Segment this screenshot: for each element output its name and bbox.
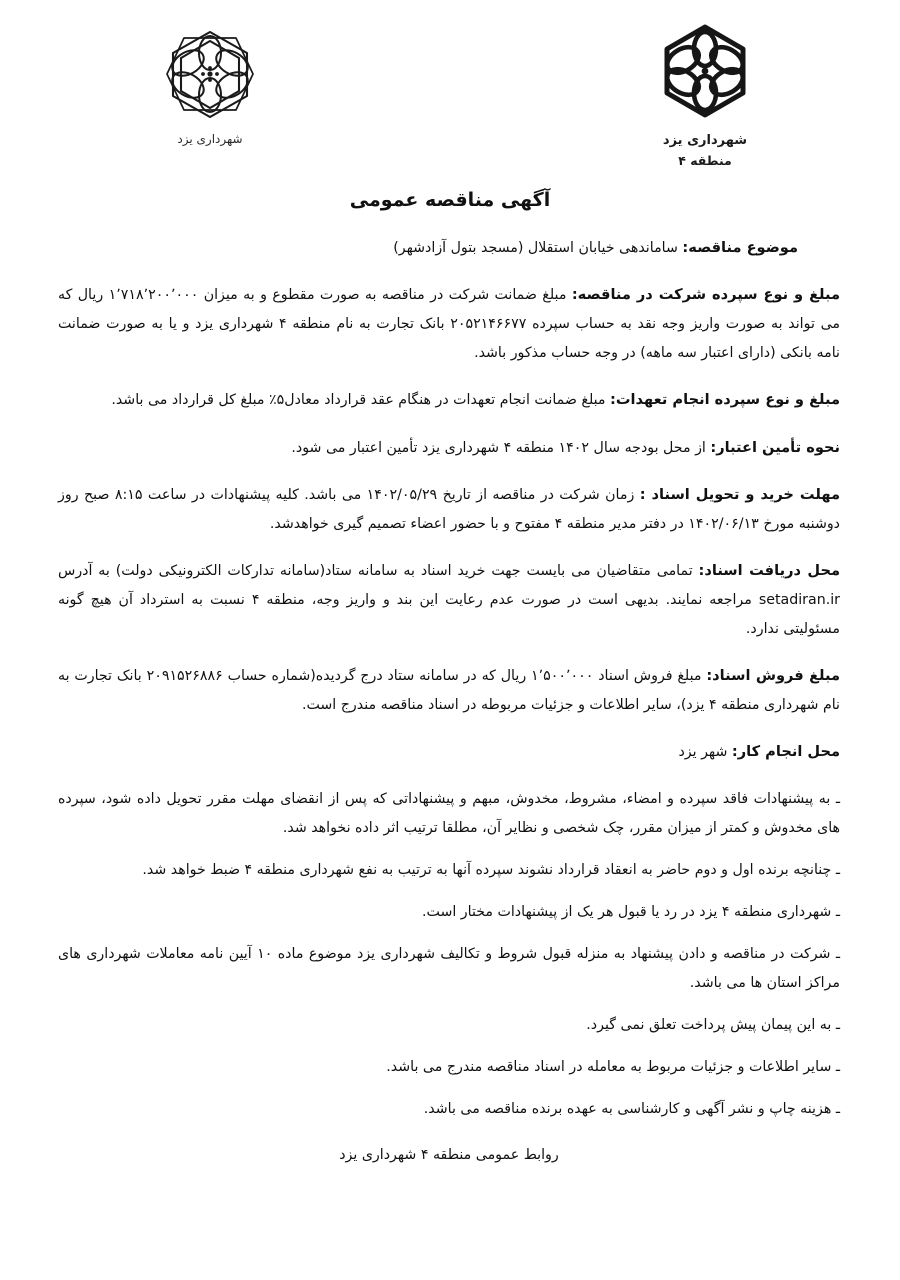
yazd-municipality-logo-right [615,18,795,168]
condition-item: ـ به این پیمان پیش پرداخت تعلق نمی گیرد. [586,1017,840,1034]
page-title: آگهی مناقصه عمومی [349,189,551,211]
section-documents-place [58,556,840,644]
condition-item: ـ به پیشنهادات فاقد سپرده و امضاء، مشروط، مخدوش، مبهم و پیشنهاداتی که پس از انقضای مهلت مقرر تحویل داده شود، سپرده های مخدوش و کمتر از میزان مقرر، چک شخصی و نظایر آن، مطلقا ترتیب اثر داده نخواهد شد. [58,790,840,836]
section-documents-place-label: محل دریافت اسناد: [698,561,840,579]
section-funding-label: نحوه تأمین اعتبار: [710,438,840,456]
section-documents-price [58,661,840,720]
condition-item: ـ چنانچه برنده اول و دوم حاضر به انعقاد قرارداد نشوند سپرده آنها به ترتیب به نفع شهرداری منطقه ۴ ضبط خواهد شد. [142,861,840,878]
section-subject-label: موضوع مناقصه: [682,239,798,256]
yazd-municipality-district4-rosette-icon [649,18,761,130]
section-bid-bond-label: مبلغ و نوع سپرده شرکت در مناقصه: [571,286,841,304]
section-work-location [58,737,840,767]
section-subject [58,233,840,263]
section-deadline-label: مهلت خرید و تحویل اسناد : [639,485,841,503]
condition-item: ـ شرکت در مناقصه و دادن پیشنهاد به منزله قبول شروط و تکالیف شهرداری یزد موضوع ماده ۱۰ آیین نامه معاملات شهرداری های مراکز استان ها می باشد. [58,945,840,992]
section-bid-bond-text: مبلغ ضمانت شرکت در مناقصه به صورت مقطوع و به میزان ۱٬۷۱۸٬۲۰۰٬۰۰۰ ریال که می تواند به صورت واریز وجه نقد به حساب سپرده ۲۰۵۲۱۴۶۶۷۷ بانک تجارت به نام منطقه ۴ شهرداری یزد و یا به صورت ضمانت نامه بانکی (دارای اعتبار سه ماهه) در وجه حساب مذکور باشد. [58,287,840,362]
section-documents-place-text-after: مراجعه نمایند. بدیهی است در صورت عدم رعایت این بند و واریز وجه، منطقه ۴ نسبت به استرداد آن هیچ گونه مسئولیتی ندارد. [58,591,840,638]
condition-item: ـ شهرداری منطقه ۴ یزد در رد یا قبول هر یک از پیشنهادات مختار است. [422,903,840,920]
section-documents-price-label: مبلغ فروش اسناد: [706,667,841,685]
section-deadline [58,480,840,539]
signature-line: روابط عمومی منطقه ۴ شهرداری یزد [339,1146,559,1163]
yazd-municipality-logo-left [120,24,300,147]
document-header [0,0,900,185]
section-performance-bond-text: مبلغ ضمانت انجام تعهدات در هنگام عقد قرارداد معادل۵٪ مبلغ کل قرارداد می باشد. [111,392,606,409]
section-deadline-text: زمان شرکت در مناقصه از تاریخ ۱۴۰۲/۰۵/۲۹ می باشد. کلیه پیشنهادات در ساعت ۸:۱۵ صبح روز دوشنبه مورخ ۱۴۰۲/۰۶/۱۳ در دفتر مدیر منطقه ۴ مفتوح و با حضور اعضاء تصمیم گیری خواهدشد. [58,486,840,532]
logo-right-district-label: منطقه ۴ [678,152,732,168]
yazd-municipality-rosette-icon [154,24,266,129]
section-work-location-text: شهر یزد [678,744,728,761]
logo-right-caption: شهرداری یزد [662,133,748,148]
logo-left-caption: شهرداری یزد [177,132,243,146]
section-performance-bond-label: مبلغ و نوع سپرده انجام تعهدات: [610,391,840,409]
document-body [0,233,900,1163]
section-work-location-label: محل انجام کار: [731,743,840,761]
conditions-list [58,785,840,1125]
section-funding [58,433,840,463]
setad-website-link[interactable]: setadiran.ir [758,591,840,608]
section-bid-bond [58,280,840,368]
condition-item: ـ هزینه چاپ و نشر آگهی و کارشناسی به عهده برنده مناقصه می باشد. [423,1101,840,1118]
section-performance-bond [58,385,840,415]
section-subject-text: ساماندهی خیابان استقلال (مسجد بتول آزادشهر) [393,240,678,256]
section-documents-price-text: مبلغ فروش اسناد ۱٬۵۰۰٬۰۰۰ ریال که در سامانه ستاد درج گردیده(شماره حساب ۲۰۹۱۵۲۶۸۸۶ بانک تجارت به نام شهرداری منطقه ۴ یزد)، سایر اطلاعات و جزئیات مربوطه در اسناد مناقصه مندرج است. [58,668,840,714]
section-funding-text: از محل بودجه سال ۱۴۰۲ منطقه ۴ شهرداری یزد تأمین اعتبار می شود. [291,439,706,456]
condition-item: ـ سایر اطلاعات و جزئیات مربوط به معامله در اسناد مناقصه مندرج می باشد. [386,1059,840,1076]
section-documents-place-text-before: تمامی متقاضیان می بایست جهت خرید اسناد به سامانه ستاد(سامانه تدارکات الکترونیکی دولت) به آدرس [58,562,693,579]
